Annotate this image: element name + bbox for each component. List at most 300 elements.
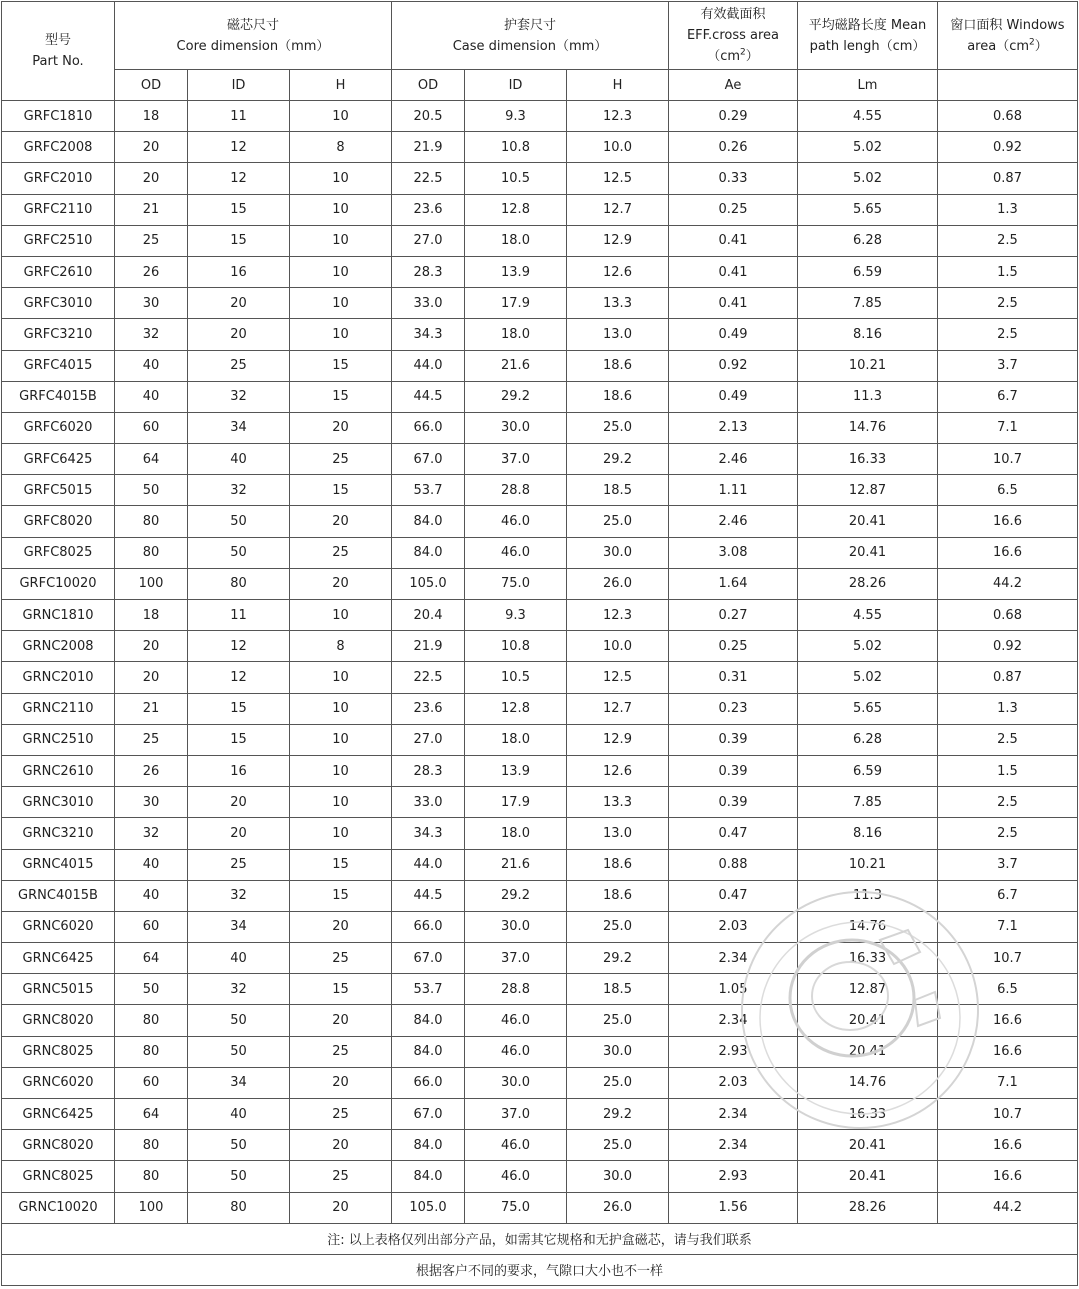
cell-case-id: 10.5 bbox=[465, 662, 567, 693]
cell-lm: 16.33 bbox=[798, 943, 938, 974]
cell-case-h: 13.0 bbox=[567, 319, 669, 350]
header-case-en: Case dimension（mm） bbox=[452, 38, 608, 54]
cell-case-h: 25.0 bbox=[567, 412, 669, 443]
cell-ae: 0.23 bbox=[669, 693, 798, 724]
header-lm-en: path lengh（cm） bbox=[809, 38, 926, 54]
cell-part-no: GRNC2510 bbox=[2, 724, 115, 755]
cell-case-h: 12.5 bbox=[567, 662, 669, 693]
cell-case-h: 29.2 bbox=[567, 444, 669, 475]
cell-core-id: 15 bbox=[188, 693, 290, 724]
header-eff-sup: 2 bbox=[740, 47, 746, 58]
cell-core-id: 15 bbox=[188, 225, 290, 256]
header-case-cn: 护套尺寸 bbox=[503, 17, 556, 33]
table-body bbox=[2, 101, 1078, 1224]
cell-case-od: 44.5 bbox=[392, 381, 465, 412]
cell-ae: 2.34 bbox=[669, 1005, 798, 1036]
cell-case-h: 18.6 bbox=[567, 381, 669, 412]
header-core-dimension bbox=[115, 2, 392, 70]
cell-case-id: 46.0 bbox=[465, 1161, 567, 1192]
table-row bbox=[2, 880, 1078, 911]
subheader-case-id: ID bbox=[465, 70, 567, 101]
cell-case-id: 13.9 bbox=[465, 755, 567, 786]
cell-core-h: 20 bbox=[290, 1067, 392, 1098]
cell-lm: 20.41 bbox=[798, 537, 938, 568]
cell-part-no: GRNC5015 bbox=[2, 974, 115, 1005]
cell-lm: 20.41 bbox=[798, 1161, 938, 1192]
cell-windows-area: 1.3 bbox=[938, 194, 1078, 225]
cell-case-h: 30.0 bbox=[567, 1161, 669, 1192]
cell-case-id: 46.0 bbox=[465, 1036, 567, 1067]
cell-core-od: 30 bbox=[115, 288, 188, 319]
cell-part-no: GRFC8020 bbox=[2, 506, 115, 537]
cell-ae: 2.03 bbox=[669, 911, 798, 942]
cell-part-no: GRFC2510 bbox=[2, 225, 115, 256]
cell-case-id: 21.6 bbox=[465, 350, 567, 381]
cell-core-od: 26 bbox=[115, 755, 188, 786]
cell-core-h: 10 bbox=[290, 693, 392, 724]
cell-case-h: 13.3 bbox=[567, 787, 669, 818]
table-row bbox=[2, 943, 1078, 974]
cell-core-h: 20 bbox=[290, 412, 392, 443]
cell-case-od: 67.0 bbox=[392, 1099, 465, 1130]
cell-core-h: 10 bbox=[290, 101, 392, 132]
cell-core-h: 10 bbox=[290, 662, 392, 693]
table-row bbox=[2, 163, 1078, 194]
cell-core-id: 32 bbox=[188, 974, 290, 1005]
cell-core-id: 12 bbox=[188, 132, 290, 163]
cell-case-h: 18.6 bbox=[567, 880, 669, 911]
cell-case-id: 29.2 bbox=[465, 381, 567, 412]
cell-core-h: 10 bbox=[290, 194, 392, 225]
subheader-core-h: H bbox=[290, 70, 392, 101]
cell-core-od: 100 bbox=[115, 1192, 188, 1223]
cell-windows-area: 16.6 bbox=[938, 1005, 1078, 1036]
cell-core-id: 20 bbox=[188, 787, 290, 818]
cell-core-id: 15 bbox=[188, 194, 290, 225]
cell-windows-area: 16.6 bbox=[938, 1130, 1078, 1161]
subheader-lm: Lm bbox=[798, 70, 938, 101]
cell-case-h: 26.0 bbox=[567, 568, 669, 599]
cell-core-id: 50 bbox=[188, 1130, 290, 1161]
subheader-ae: Ae bbox=[669, 70, 798, 101]
cell-core-id: 40 bbox=[188, 943, 290, 974]
cell-ae: 1.56 bbox=[669, 1192, 798, 1223]
cell-part-no: GRNC6020 bbox=[2, 911, 115, 942]
cell-core-od: 40 bbox=[115, 880, 188, 911]
cell-ae: 0.41 bbox=[669, 256, 798, 287]
cell-core-id: 12 bbox=[188, 163, 290, 194]
cell-ae: 0.49 bbox=[669, 381, 798, 412]
cell-windows-area: 6.7 bbox=[938, 880, 1078, 911]
cell-case-id: 30.0 bbox=[465, 1067, 567, 1098]
cell-core-od: 26 bbox=[115, 256, 188, 287]
cell-case-id: 10.8 bbox=[465, 132, 567, 163]
header-core-cn: 磁芯尺寸 bbox=[226, 17, 279, 33]
cell-case-od: 84.0 bbox=[392, 537, 465, 568]
cell-core-h: 20 bbox=[290, 911, 392, 942]
cell-case-id: 12.8 bbox=[465, 194, 567, 225]
cell-case-od: 84.0 bbox=[392, 1161, 465, 1192]
cell-windows-area: 10.7 bbox=[938, 444, 1078, 475]
cell-case-od: 33.0 bbox=[392, 787, 465, 818]
cell-part-no: GRNC4015B bbox=[2, 880, 115, 911]
cell-case-id: 12.8 bbox=[465, 693, 567, 724]
cell-windows-area: 0.87 bbox=[938, 662, 1078, 693]
header-win-sup: 2 bbox=[1029, 37, 1035, 48]
cell-ae: 0.39 bbox=[669, 787, 798, 818]
table-row bbox=[2, 755, 1078, 786]
cell-ae: 0.29 bbox=[669, 101, 798, 132]
cell-windows-area: 44.2 bbox=[938, 1192, 1078, 1223]
cell-part-no: GRNC2610 bbox=[2, 755, 115, 786]
cell-core-id: 40 bbox=[188, 1099, 290, 1130]
cell-core-od: 64 bbox=[115, 1099, 188, 1130]
cell-core-id: 32 bbox=[188, 880, 290, 911]
cell-core-od: 25 bbox=[115, 724, 188, 755]
cell-lm: 12.87 bbox=[798, 475, 938, 506]
cell-part-no: GRNC8020 bbox=[2, 1130, 115, 1161]
cell-case-id: 17.9 bbox=[465, 787, 567, 818]
cell-case-h: 25.0 bbox=[567, 911, 669, 942]
cell-lm: 14.76 bbox=[798, 1067, 938, 1098]
table-row bbox=[2, 475, 1078, 506]
cell-case-od: 23.6 bbox=[392, 194, 465, 225]
cell-lm: 6.59 bbox=[798, 755, 938, 786]
cell-core-id: 20 bbox=[188, 319, 290, 350]
cell-part-no: GRFC4015B bbox=[2, 381, 115, 412]
table-row bbox=[2, 412, 1078, 443]
cell-case-od: 105.0 bbox=[392, 568, 465, 599]
cell-case-h: 29.2 bbox=[567, 1099, 669, 1130]
table-row bbox=[2, 568, 1078, 599]
cell-core-od: 25 bbox=[115, 225, 188, 256]
cell-windows-area: 7.1 bbox=[938, 911, 1078, 942]
cell-windows-area: 0.68 bbox=[938, 101, 1078, 132]
table-row bbox=[2, 662, 1078, 693]
cell-case-od: 53.7 bbox=[392, 974, 465, 1005]
cell-core-id: 50 bbox=[188, 1161, 290, 1192]
cell-part-no: GRFC2010 bbox=[2, 163, 115, 194]
cell-case-h: 12.9 bbox=[567, 724, 669, 755]
cell-lm: 6.59 bbox=[798, 256, 938, 287]
cell-part-no: GRFC6020 bbox=[2, 412, 115, 443]
cell-core-id: 34 bbox=[188, 1067, 290, 1098]
cell-lm: 5.02 bbox=[798, 132, 938, 163]
cell-core-h: 8 bbox=[290, 631, 392, 662]
cell-case-id: 30.0 bbox=[465, 911, 567, 942]
cell-case-id: 28.8 bbox=[465, 475, 567, 506]
cell-core-id: 50 bbox=[188, 1005, 290, 1036]
cell-lm: 5.02 bbox=[798, 163, 938, 194]
cell-case-od: 20.4 bbox=[392, 600, 465, 631]
cell-core-h: 15 bbox=[290, 849, 392, 880]
cell-case-od: 66.0 bbox=[392, 412, 465, 443]
cell-case-id: 29.2 bbox=[465, 880, 567, 911]
cell-lm: 20.41 bbox=[798, 506, 938, 537]
cell-case-od: 84.0 bbox=[392, 1036, 465, 1067]
cell-case-id: 18.0 bbox=[465, 818, 567, 849]
cell-case-od: 84.0 bbox=[392, 1130, 465, 1161]
header-part-no bbox=[2, 2, 115, 101]
cell-case-id: 46.0 bbox=[465, 537, 567, 568]
cell-part-no: GRNC2008 bbox=[2, 631, 115, 662]
cell-ae: 1.05 bbox=[669, 974, 798, 1005]
cell-core-id: 32 bbox=[188, 475, 290, 506]
header-eff-en: EFF.cross area bbox=[686, 28, 780, 43]
cell-part-no: GRFC2610 bbox=[2, 256, 115, 287]
cell-case-od: 53.7 bbox=[392, 475, 465, 506]
cell-case-h: 26.0 bbox=[567, 1192, 669, 1223]
table-row bbox=[2, 537, 1078, 568]
cell-case-id: 21.6 bbox=[465, 849, 567, 880]
cell-case-od: 28.3 bbox=[392, 256, 465, 287]
cell-core-od: 40 bbox=[115, 350, 188, 381]
cell-case-h: 30.0 bbox=[567, 537, 669, 568]
cell-case-od: 84.0 bbox=[392, 506, 465, 537]
header-win-cn: 窗口面积 Windows bbox=[950, 17, 1065, 33]
cell-ae: 2.34 bbox=[669, 1099, 798, 1130]
cell-core-od: 20 bbox=[115, 631, 188, 662]
cell-case-h: 30.0 bbox=[567, 1036, 669, 1067]
cell-windows-area: 2.5 bbox=[938, 319, 1078, 350]
table-row bbox=[2, 849, 1078, 880]
cell-case-h: 12.6 bbox=[567, 256, 669, 287]
cell-core-od: 50 bbox=[115, 974, 188, 1005]
table-row bbox=[2, 818, 1078, 849]
cell-part-no: GRNC6020 bbox=[2, 1067, 115, 1098]
cell-core-id: 15 bbox=[188, 724, 290, 755]
cell-core-id: 34 bbox=[188, 412, 290, 443]
cell-core-od: 80 bbox=[115, 1130, 188, 1161]
cell-core-od: 18 bbox=[115, 600, 188, 631]
cell-ae: 2.03 bbox=[669, 1067, 798, 1098]
cell-case-id: 37.0 bbox=[465, 1099, 567, 1130]
cell-lm: 10.21 bbox=[798, 849, 938, 880]
cell-core-h: 10 bbox=[290, 755, 392, 786]
cell-windows-area: 2.5 bbox=[938, 787, 1078, 818]
subheader-core-id: ID bbox=[188, 70, 290, 101]
cell-ae: 0.39 bbox=[669, 724, 798, 755]
cell-part-no: GRNC2110 bbox=[2, 693, 115, 724]
table-row bbox=[2, 256, 1078, 287]
cell-core-od: 80 bbox=[115, 1036, 188, 1067]
cell-core-od: 20 bbox=[115, 163, 188, 194]
cell-case-id: 28.8 bbox=[465, 974, 567, 1005]
cell-lm: 8.16 bbox=[798, 818, 938, 849]
cell-core-h: 10 bbox=[290, 319, 392, 350]
cell-part-no: GRNC10020 bbox=[2, 1192, 115, 1223]
cell-case-od: 105.0 bbox=[392, 1192, 465, 1223]
cell-core-h: 10 bbox=[290, 787, 392, 818]
cell-core-id: 32 bbox=[188, 381, 290, 412]
cell-part-no: GRFC1810 bbox=[2, 101, 115, 132]
cell-part-no: GRFC2110 bbox=[2, 194, 115, 225]
header-lm-cn: 平均磁路长度 Mean bbox=[808, 17, 927, 33]
cell-lm: 16.33 bbox=[798, 444, 938, 475]
table-row bbox=[2, 444, 1078, 475]
cell-core-od: 80 bbox=[115, 1005, 188, 1036]
cell-case-h: 12.3 bbox=[567, 101, 669, 132]
cell-ae: 0.47 bbox=[669, 880, 798, 911]
cell-core-h: 20 bbox=[290, 1005, 392, 1036]
header-win-unit-close: ） bbox=[1034, 38, 1048, 54]
cell-case-h: 25.0 bbox=[567, 1130, 669, 1161]
cell-part-no: GRNC8020 bbox=[2, 1005, 115, 1036]
cell-case-od: 28.3 bbox=[392, 755, 465, 786]
cell-core-id: 80 bbox=[188, 568, 290, 599]
cell-lm: 20.41 bbox=[798, 1130, 938, 1161]
cell-case-od: 67.0 bbox=[392, 444, 465, 475]
cell-ae: 0.88 bbox=[669, 849, 798, 880]
cell-lm: 7.85 bbox=[798, 288, 938, 319]
table-row bbox=[2, 1036, 1078, 1067]
cell-case-od: 33.0 bbox=[392, 288, 465, 319]
cell-case-od: 20.5 bbox=[392, 101, 465, 132]
table-row bbox=[2, 1130, 1078, 1161]
cell-core-id: 12 bbox=[188, 631, 290, 662]
table-row bbox=[2, 1161, 1078, 1192]
cell-lm: 4.55 bbox=[798, 101, 938, 132]
table-row bbox=[2, 1192, 1078, 1223]
cell-part-no: GRFC4015 bbox=[2, 350, 115, 381]
table-row bbox=[2, 506, 1078, 537]
cell-ae: 1.11 bbox=[669, 475, 798, 506]
cell-lm: 11.3 bbox=[798, 880, 938, 911]
cell-case-h: 18.6 bbox=[567, 849, 669, 880]
table-row bbox=[2, 631, 1078, 662]
cell-ae: 3.08 bbox=[669, 537, 798, 568]
note-row bbox=[2, 1254, 1078, 1285]
cell-core-h: 15 bbox=[290, 880, 392, 911]
table-row bbox=[2, 600, 1078, 631]
cell-ae: 2.13 bbox=[669, 412, 798, 443]
cell-case-id: 37.0 bbox=[465, 943, 567, 974]
cell-windows-area: 0.68 bbox=[938, 600, 1078, 631]
cell-windows-area: 16.6 bbox=[938, 506, 1078, 537]
cell-case-h: 12.7 bbox=[567, 194, 669, 225]
cell-part-no: GRNC2010 bbox=[2, 662, 115, 693]
note-row bbox=[2, 1223, 1078, 1254]
cell-case-h: 12.5 bbox=[567, 163, 669, 194]
cell-core-od: 80 bbox=[115, 1161, 188, 1192]
cell-core-h: 25 bbox=[290, 444, 392, 475]
cell-case-id: 46.0 bbox=[465, 1005, 567, 1036]
cell-part-no: GRNC1810 bbox=[2, 600, 115, 631]
cell-lm: 7.85 bbox=[798, 787, 938, 818]
cell-case-od: 23.6 bbox=[392, 693, 465, 724]
cell-case-h: 10.0 bbox=[567, 631, 669, 662]
cell-core-h: 15 bbox=[290, 475, 392, 506]
cell-case-id: 18.0 bbox=[465, 225, 567, 256]
cell-lm: 10.21 bbox=[798, 350, 938, 381]
cell-windows-area: 1.5 bbox=[938, 256, 1078, 287]
cell-core-id: 50 bbox=[188, 1036, 290, 1067]
cell-case-h: 12.6 bbox=[567, 755, 669, 786]
cell-case-od: 44.0 bbox=[392, 350, 465, 381]
cell-core-h: 20 bbox=[290, 568, 392, 599]
table-row bbox=[2, 974, 1078, 1005]
header-part-en: Part No. bbox=[32, 54, 84, 69]
cell-lm: 11.3 bbox=[798, 381, 938, 412]
cell-lm: 20.41 bbox=[798, 1005, 938, 1036]
cell-ae: 2.34 bbox=[669, 943, 798, 974]
cell-ae: 0.47 bbox=[669, 818, 798, 849]
table-row bbox=[2, 381, 1078, 412]
note-text-2: 根据客户不同的要求，气隙口大小也不一样 bbox=[2, 1254, 1078, 1285]
cell-ae: 2.46 bbox=[669, 444, 798, 475]
header-row bbox=[2, 2, 1078, 70]
cell-case-h: 13.0 bbox=[567, 818, 669, 849]
cell-core-h: 10 bbox=[290, 256, 392, 287]
cell-part-no: GRNC6425 bbox=[2, 943, 115, 974]
header-win-en: area（cm bbox=[967, 38, 1030, 54]
cell-ae: 0.25 bbox=[669, 631, 798, 662]
cell-lm: 8.16 bbox=[798, 319, 938, 350]
cell-case-id: 46.0 bbox=[465, 506, 567, 537]
cell-case-od: 22.5 bbox=[392, 163, 465, 194]
cell-core-id: 25 bbox=[188, 350, 290, 381]
note-text-1: 注: 以上表格仅列出部分产品，如需其它规格和无护盒磁芯，请与我们联系 bbox=[2, 1223, 1078, 1254]
cell-lm: 4.55 bbox=[798, 600, 938, 631]
cell-core-id: 25 bbox=[188, 849, 290, 880]
cell-core-h: 10 bbox=[290, 600, 392, 631]
table-row bbox=[2, 225, 1078, 256]
header-mean-path-length bbox=[798, 2, 938, 70]
subheader-case-h: H bbox=[567, 70, 669, 101]
table-row bbox=[2, 288, 1078, 319]
cell-case-h: 12.7 bbox=[567, 693, 669, 724]
table-row bbox=[2, 350, 1078, 381]
cell-part-no: GRFC10020 bbox=[2, 568, 115, 599]
cell-part-no: GRFC3210 bbox=[2, 319, 115, 350]
header-windows-area bbox=[938, 2, 1078, 70]
cell-case-id: 10.8 bbox=[465, 631, 567, 662]
cell-case-h: 10.0 bbox=[567, 132, 669, 163]
header-core-en: Core dimension（mm） bbox=[176, 38, 330, 54]
cell-case-h: 25.0 bbox=[567, 506, 669, 537]
cell-case-h: 12.9 bbox=[567, 225, 669, 256]
cell-core-h: 15 bbox=[290, 381, 392, 412]
cell-case-h: 29.2 bbox=[567, 943, 669, 974]
cell-windows-area: 6.5 bbox=[938, 475, 1078, 506]
header-eff-cross-area bbox=[669, 2, 798, 70]
cell-case-od: 44.0 bbox=[392, 849, 465, 880]
table-row bbox=[2, 693, 1078, 724]
cell-core-od: 20 bbox=[115, 132, 188, 163]
spec-table bbox=[1, 1, 1078, 1286]
cell-ae: 0.41 bbox=[669, 225, 798, 256]
cell-windows-area: 0.92 bbox=[938, 631, 1078, 662]
cell-core-od: 21 bbox=[115, 693, 188, 724]
cell-case-h: 18.6 bbox=[567, 350, 669, 381]
cell-case-h: 18.5 bbox=[567, 475, 669, 506]
cell-ae: 0.92 bbox=[669, 350, 798, 381]
cell-lm: 28.26 bbox=[798, 568, 938, 599]
cell-core-id: 16 bbox=[188, 755, 290, 786]
cell-core-h: 25 bbox=[290, 1099, 392, 1130]
cell-core-h: 20 bbox=[290, 506, 392, 537]
cell-windows-area: 6.5 bbox=[938, 974, 1078, 1005]
cell-core-h: 8 bbox=[290, 132, 392, 163]
cell-windows-area: 10.7 bbox=[938, 943, 1078, 974]
subheader-row bbox=[2, 70, 1078, 101]
cell-core-h: 25 bbox=[290, 1036, 392, 1067]
cell-core-h: 10 bbox=[290, 818, 392, 849]
cell-windows-area: 44.2 bbox=[938, 568, 1078, 599]
cell-core-id: 12 bbox=[188, 662, 290, 693]
cell-ae: 0.25 bbox=[669, 194, 798, 225]
cell-part-no: GRNC8025 bbox=[2, 1161, 115, 1192]
